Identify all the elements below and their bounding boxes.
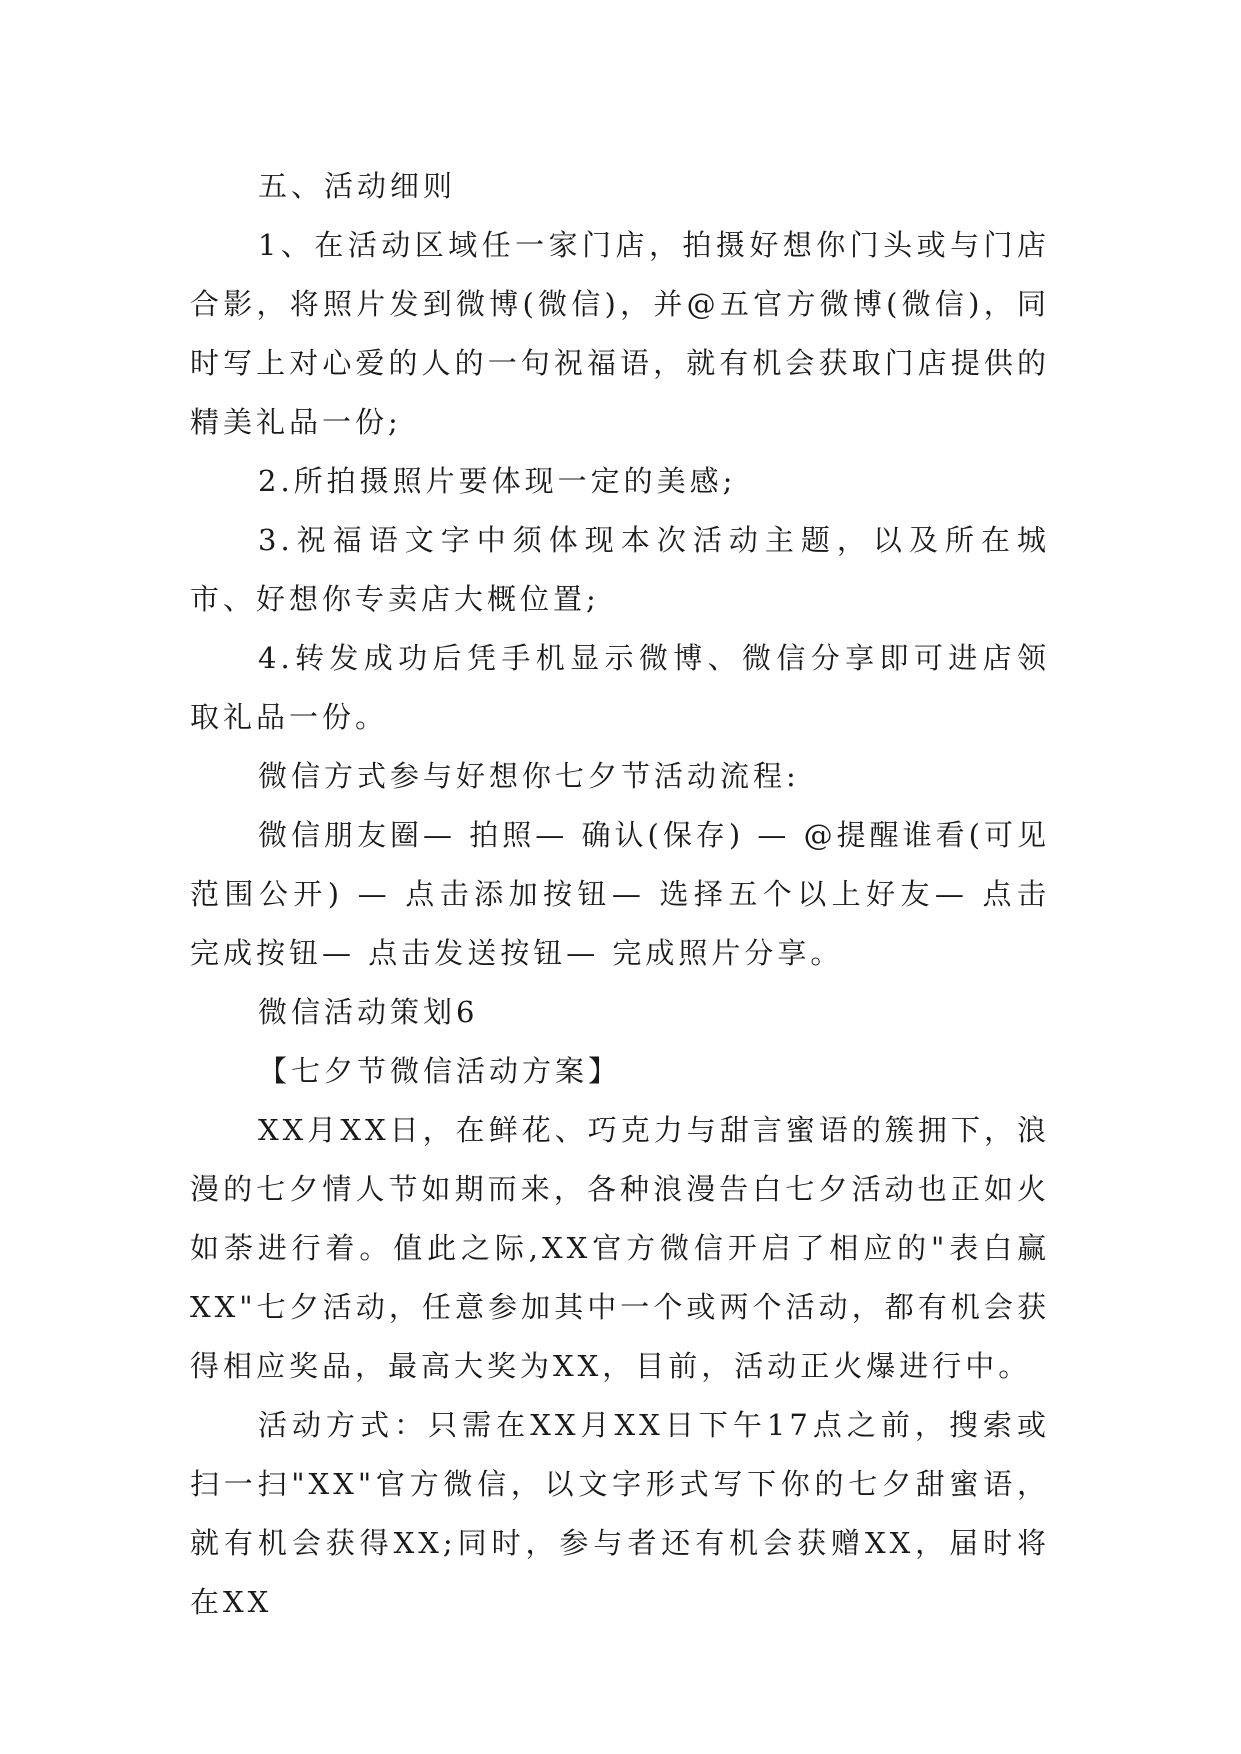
rule-item-2: 2.所拍摄照片要体现一定的美感;	[258, 464, 737, 498]
wechat-flow-heading: 微信方式参与好想你七夕节活动流程:	[258, 759, 800, 793]
rule-item-4: 4.转发成功后凭手机显示微博、微信分享即可进店领取礼品一份。	[190, 641, 1050, 734]
activity-method-paragraph: 活动方式：只需在XX月XX日下午17点之前，搜索或扫一扫"XX"官方微信，以文字形式写下你的七夕甜蜜语，就有机会获得XX;同时，参与者还有机会获赠XX，届时将在XX	[190, 1408, 1050, 1619]
section-heading: 五、活动细则	[258, 169, 457, 203]
rule-item-1: 1、在活动区域任一家门店，拍摄好想你门头或与门店合影，将照片发到微博(微信)，并@五官方微博(微信)，同时写上对心爱的人的一句祝福语，就有机会获取门店提供的精美礼品一份;	[190, 228, 1050, 439]
rule-item-3: 3.祝福语文字中须体现本次活动主题，以及所在城市、好想你专卖店大概位置;	[190, 523, 1050, 616]
document-body	[190, 157, 1050, 1632]
plan-intro-paragraph: XX月XX日，在鲜花、巧克力与甜言蜜语的簇拥下，浪漫的七夕情人节如期而来，各种浪漫告白七夕活动也正如火如荼进行着。值此之际,XX官方微信开启了相应的"表白赢XX"七夕活动，任意参加其中一个或两个活动，都有机会获得相应奖品，最高大奖为XX，目前，活动正火爆进行中。	[190, 1113, 1050, 1383]
plan-title: 微信活动策划6	[258, 995, 479, 1029]
wechat-flow-steps: 微信朋友圈— 拍照— 确认(保存) — @提醒谁看(可见范围公开) — 点击添加按钮— 选择五个以上好友— 点击完成按钮— 点击发送按钮— 完成照片分享。	[190, 818, 1050, 970]
plan-subtitle: 【七夕节微信活动方案】	[258, 1054, 622, 1088]
